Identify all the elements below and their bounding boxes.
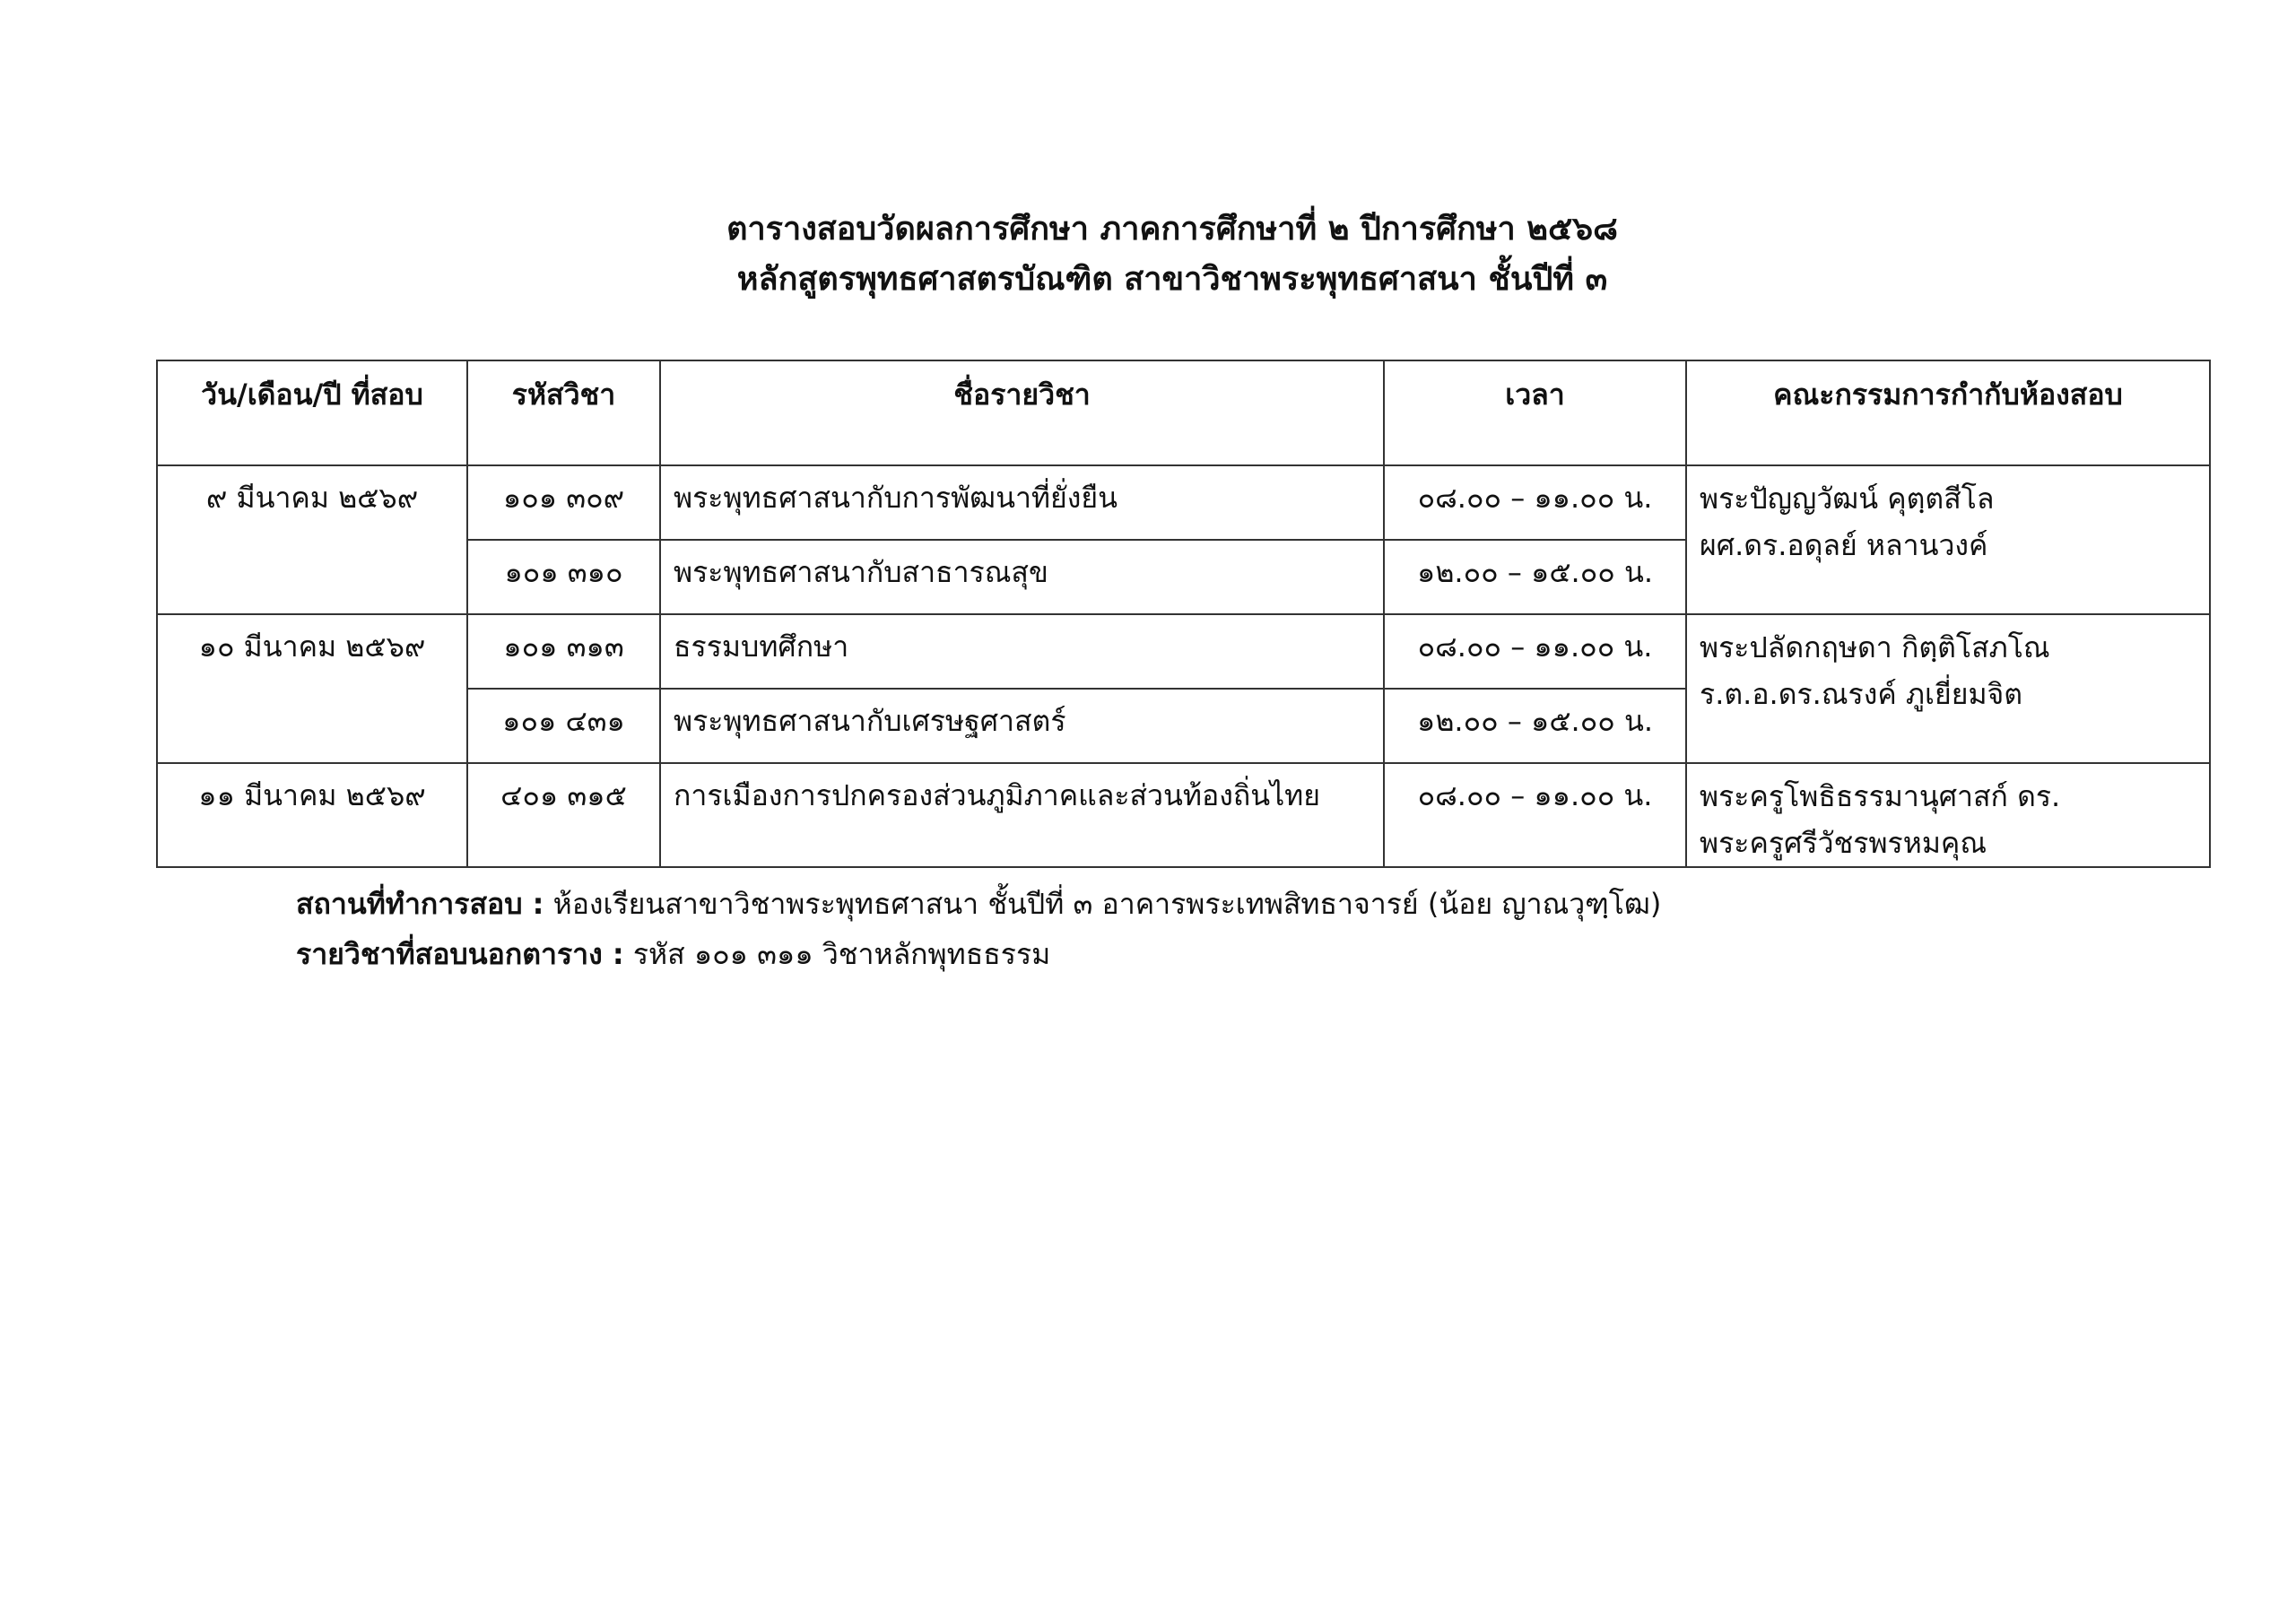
committee-member: พระครูศรีวัชรพรหมคุณ (1700, 826, 1987, 860)
course-name-cell: พระพุทธศาสนากับการพัฒนาที่ยั่งยืน (660, 465, 1384, 540)
course-code-cell: ๔๐๑ ๓๑๕ (467, 763, 660, 867)
exam-date-cell: ๙ มีนาคม ๒๕๖๙ (157, 465, 467, 614)
exam-time-cell: ๑๒.๐๐ – ๑๕.๐๐ น. (1384, 689, 1686, 763)
committee-member: พระปลัดกฤษดา กิตฺติโสภโณ (1700, 630, 2050, 664)
exam-time-cell: ๐๘.๐๐ – ๑๑.๐๐ น. (1384, 614, 1686, 689)
exam-schedule-table (156, 360, 2211, 868)
course-name-cell: ธรรมบทศึกษา (660, 614, 1384, 689)
header-committee: คณะกรรมการกำกับห้องสอบ (1686, 360, 2210, 465)
title-line-2: หลักสูตรพุทธศาสตรบัณฑิต สาขาวิชาพระพุทธศาสนา ชั้นปีที่ ๓ (736, 261, 1608, 298)
course-name-cell: พระพุทธศาสนากับเศรษฐศาสตร์ (660, 689, 1384, 763)
committee-member: ร.ต.อ.ดร.ณรงค์ ภูเยี่ยมจิต (1700, 677, 2023, 711)
venue-note (296, 879, 1661, 929)
table-row (157, 763, 2210, 867)
header-date: วัน/เดือน/ปี ที่สอบ (157, 360, 467, 465)
committee-cell (1686, 763, 2210, 867)
notes-section (296, 879, 1661, 979)
course-code-cell: ๑๐๑ ๓๐๙ (467, 465, 660, 540)
committee-member: ผศ.ดร.อดุลย์ หลานวงค์ (1700, 528, 1988, 562)
course-code-cell: ๑๐๑ ๓๑๓ (467, 614, 660, 689)
header-time: เวลา (1384, 360, 1686, 465)
outside-schedule-text: รหัส ๑๐๑ ๓๑๑ วิชาหลักพุทธธรรม (623, 937, 1051, 971)
exam-time-cell: ๐๘.๐๐ – ๑๑.๐๐ น. (1384, 465, 1686, 540)
venue-label: สถานที่ทำการสอบ : (296, 887, 544, 921)
exam-date-cell: ๑๑ มีนาคม ๒๕๖๙ (157, 763, 467, 867)
exam-time-cell: ๐๘.๐๐ – ๑๑.๐๐ น. (1384, 763, 1686, 867)
outside-schedule-label: รายวิชาที่สอบนอกตาราง : (296, 937, 624, 971)
exam-time-cell: ๑๒.๐๐ – ๑๕.๐๐ น. (1384, 540, 1686, 614)
document-title (0, 204, 2296, 305)
header-subject: ชื่อรายวิชา (660, 360, 1384, 465)
committee-cell (1686, 465, 2210, 614)
table-row (157, 465, 2210, 540)
course-name-cell: การเมืองการปกครองส่วนภูมิภาคและส่วนท้องถิ่นไทย (660, 763, 1384, 867)
course-code-cell: ๑๐๑ ๓๑๐ (467, 540, 660, 614)
venue-text: ห้องเรียนสาขาวิชาพระพุทธศาสนา ชั้นปีที่ ๓ อาคารพระเทพสิทธาจารย์ (น้อย ญาณวุฑฺโฒ) (544, 887, 1662, 921)
course-name-cell: พระพุทธศาสนากับสาธารณสุข (660, 540, 1384, 614)
table-header-row (157, 360, 2210, 465)
committee-member: พระปัญญวัฒน์ คุตฺตสีโล (1700, 482, 1995, 516)
committee-cell (1686, 614, 2210, 763)
title-line-1: ตารางสอบวัดผลการศึกษา ภาคการศึกษาที่ ๒ ปีการศึกษา ๒๕๖๘ (726, 211, 1618, 247)
outside-schedule-note (296, 929, 1661, 979)
header-code: รหัสวิชา (467, 360, 660, 465)
table-row (157, 614, 2210, 689)
course-code-cell: ๑๐๑ ๔๓๑ (467, 689, 660, 763)
exam-date-cell: ๑๐ มีนาคม ๒๕๖๙ (157, 614, 467, 763)
committee-member: พระครูโพธิธรรมานุศาสก์ ดร. (1700, 779, 2061, 813)
